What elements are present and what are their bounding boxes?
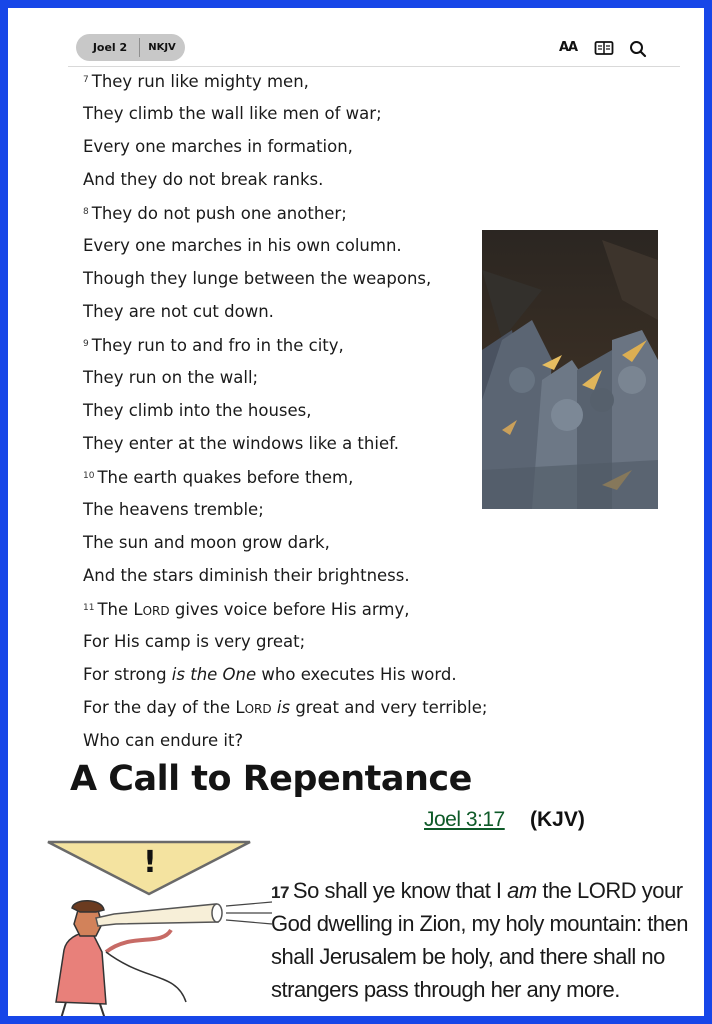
reader-toolbar bbox=[68, 26, 680, 67]
verse-line bbox=[83, 130, 503, 163]
scripture-line bbox=[271, 973, 711, 1006]
verse-text: And the stars diminish their brightness. bbox=[83, 566, 410, 585]
verse-number: 7 bbox=[83, 75, 89, 85]
chapter-button[interactable]: Joel 2 bbox=[92, 41, 128, 54]
verse-line bbox=[83, 460, 503, 493]
scripture-text: God dwelling in Zion, my holy mountain: then bbox=[271, 911, 689, 936]
verse-text: For strong bbox=[83, 665, 172, 684]
scripture-version: (KJV) bbox=[530, 808, 585, 831]
verse-text: They run to and fro in the city, bbox=[91, 336, 344, 355]
verse-number: 11 bbox=[83, 603, 95, 613]
verse-text: They run like mighty men, bbox=[91, 72, 309, 91]
scripture-text: shall Jerusalem be holy, and there shall no bbox=[271, 944, 665, 969]
italic-supplied-words: am bbox=[507, 878, 537, 903]
italic-supplied-words: is bbox=[276, 698, 291, 717]
verse-text: Though they lunge between the weapons, bbox=[83, 269, 432, 288]
scripture-reference-link[interactable]: Joel 3:17 bbox=[424, 808, 505, 831]
verse-line bbox=[83, 592, 503, 625]
divine-name: Lord bbox=[133, 600, 170, 619]
version-button[interactable]: NKJV bbox=[148, 42, 176, 53]
passage-selector[interactable] bbox=[76, 34, 185, 61]
verse-text: Every one marches in formation, bbox=[83, 137, 353, 156]
verse-text: who executes His word. bbox=[256, 665, 457, 684]
slide-title: A Call to Repentance bbox=[70, 759, 472, 799]
verse-text: gives voice before His army, bbox=[169, 600, 410, 619]
divine-name: Lord bbox=[235, 698, 272, 717]
verse-text: They climb into the houses, bbox=[83, 401, 312, 420]
verse-line bbox=[83, 394, 503, 427]
verse-text: Who can endure it? bbox=[83, 731, 244, 750]
verse-text: The sun and moon grow dark, bbox=[83, 533, 330, 552]
scripture-line bbox=[271, 874, 711, 907]
scripture-passage bbox=[271, 874, 711, 1006]
verse-line bbox=[83, 526, 503, 559]
verse-line bbox=[83, 691, 503, 724]
warning-mark: ! bbox=[143, 845, 157, 880]
watchman-figure-icon bbox=[36, 892, 276, 1022]
font-settings-button[interactable]: AA bbox=[559, 40, 578, 55]
verse-number: 8 bbox=[83, 207, 89, 217]
verse-text: The bbox=[97, 600, 134, 619]
verse-line bbox=[83, 196, 503, 229]
verse-line bbox=[83, 559, 503, 592]
verse-text: For the day of the bbox=[83, 698, 236, 717]
verse-text: They are not cut down. bbox=[83, 302, 274, 321]
verse-text: The earth quakes before them, bbox=[97, 468, 354, 487]
verse-text: Every one marches in his own column. bbox=[83, 236, 402, 255]
scripture-text: strangers pass through her any more. bbox=[271, 977, 620, 1002]
verse-text: They run on the wall; bbox=[83, 368, 259, 387]
sermon-slide bbox=[16, 752, 712, 1024]
verse-text: The heavens tremble; bbox=[83, 500, 264, 519]
verse-line bbox=[83, 229, 503, 262]
verse-text: For His camp is very great; bbox=[83, 632, 306, 651]
verse-number: 17 bbox=[271, 883, 289, 902]
verse-line bbox=[83, 97, 503, 130]
verse-line bbox=[83, 295, 503, 328]
warning-triangle-icon bbox=[44, 838, 254, 898]
scripture-text: the LORD your bbox=[536, 878, 683, 903]
verse-text: They enter at the windows like a thief. bbox=[83, 434, 399, 453]
verse-text: great and very terrible; bbox=[290, 698, 488, 717]
verse-line bbox=[83, 262, 503, 295]
chapter-text bbox=[83, 64, 503, 757]
search-icon[interactable] bbox=[629, 40, 647, 56]
army-illustration bbox=[482, 230, 658, 509]
verse-number: 10 bbox=[83, 471, 95, 481]
verse-line bbox=[83, 361, 503, 394]
scripture-line bbox=[271, 907, 711, 940]
verse-line bbox=[83, 658, 503, 691]
verse-line bbox=[83, 427, 503, 460]
verse-line bbox=[83, 625, 503, 658]
verse-text: They climb the wall like men of war; bbox=[83, 104, 382, 123]
verse-line bbox=[83, 64, 503, 97]
verse-line bbox=[83, 328, 503, 361]
verse-number: 9 bbox=[83, 339, 89, 349]
reader-book-icon[interactable] bbox=[594, 40, 614, 56]
scripture-text: So shall ye know that I bbox=[292, 878, 508, 903]
italic-supplied-words: is the One bbox=[171, 665, 257, 684]
verse-line bbox=[83, 163, 503, 196]
verse-text: And they do not break ranks. bbox=[83, 170, 324, 189]
verse-text: They do not push one another; bbox=[91, 204, 347, 223]
verse-line bbox=[83, 493, 503, 526]
scripture-line bbox=[271, 940, 711, 973]
